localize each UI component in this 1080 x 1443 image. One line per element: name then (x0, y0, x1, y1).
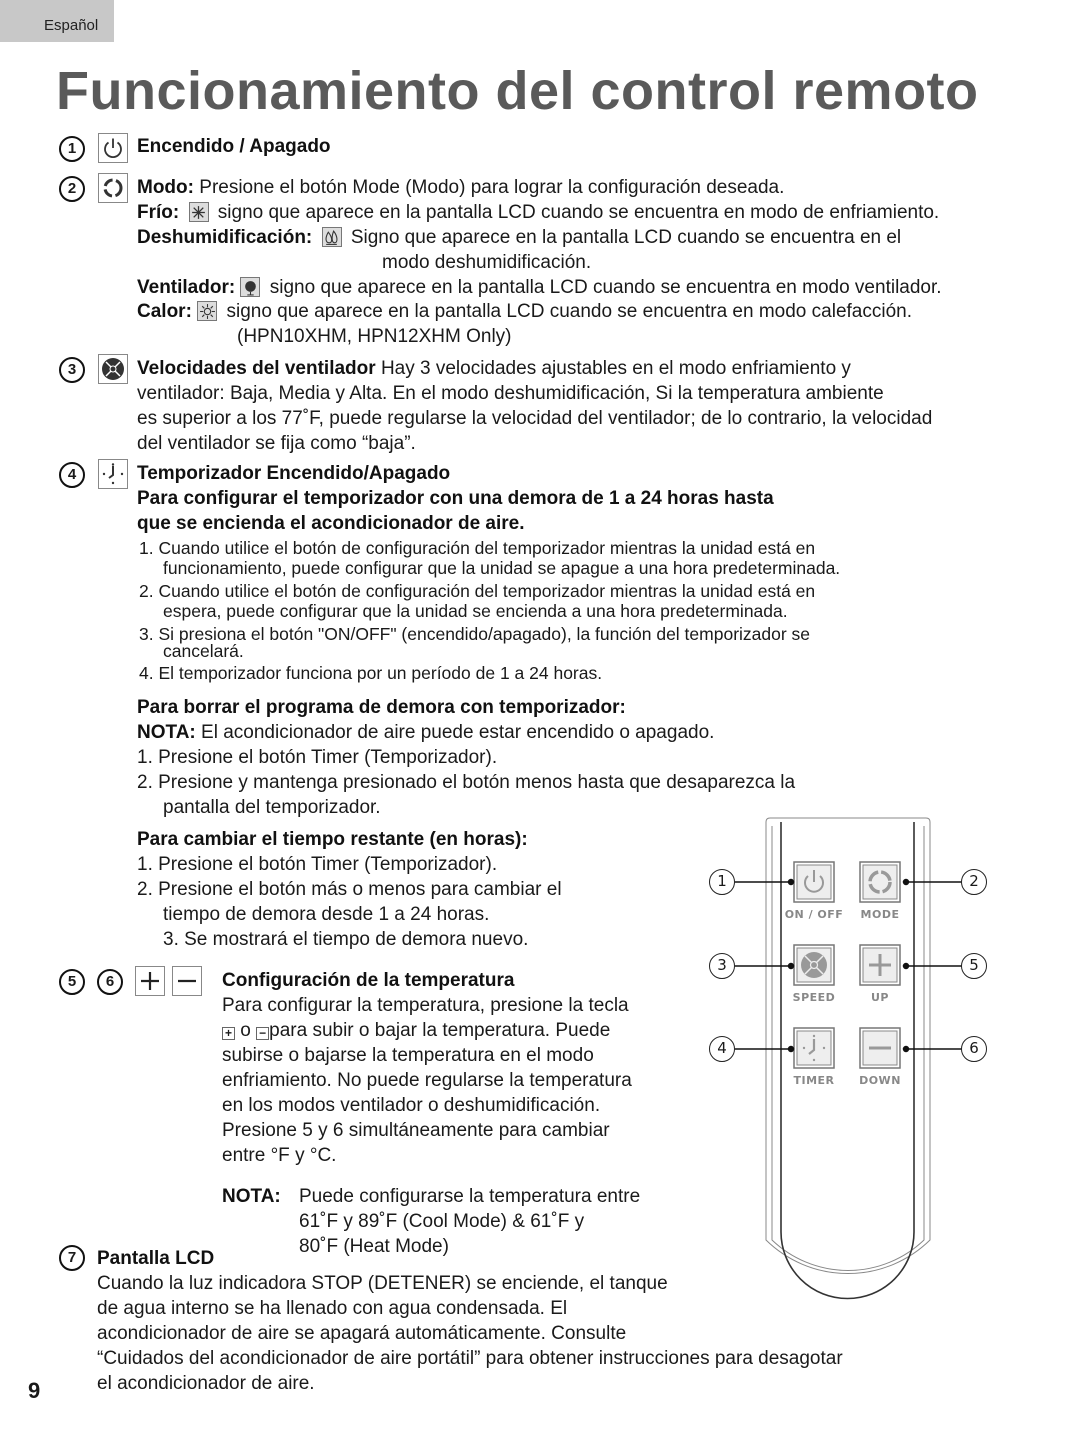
minus-mini-icon: − (256, 1027, 269, 1040)
callout-3: 3 (709, 953, 735, 979)
fan-speed-line-1 (137, 356, 851, 381)
mode-heat-label: Calor: (137, 301, 192, 322)
fan-speed-text: Hay 3 velocidades ajustables en el modo enfriamiento y (380, 358, 851, 379)
temperature-note-3: 80˚F (Heat Mode) (299, 1236, 449, 1257)
section-number-3: 3 (59, 357, 85, 383)
or-text: o (240, 1020, 251, 1041)
mode-dry-label: Deshumidificación: (137, 227, 313, 248)
callout-5: 5 (961, 953, 987, 979)
step-text: Si presiona el botón "ON/OFF" (encendido/apagado), la función del temporizador se (158, 624, 811, 644)
change-timer-step-2: 2. Presione el botón más o menos para cambiar el (137, 879, 562, 900)
section-number-6: 6 (97, 969, 123, 995)
fan-icon (240, 277, 260, 297)
leader-dot-4 (789, 1047, 794, 1052)
step-text: Cuando utilice el botón de configuración del temporizador mientras la unidad está en (158, 581, 816, 601)
language-label: Español (44, 17, 99, 34)
remote-button-up (860, 945, 900, 985)
section-number-4: 4 (59, 462, 85, 488)
fan-speed-line-3: es superior a los 77˚F, puede regularse la velocidad del ventilador; de lo contrario, la velocidad (137, 408, 933, 429)
remote-button-down (860, 1028, 900, 1068)
clear-timer-heading: Para borrar el programa de demora con temporizador: (137, 697, 626, 718)
remote-outline-outer (766, 818, 930, 1274)
mode-fan-text: signo que aparece en la pantalla LCD cuando se encuentra en modo ventilador. (269, 277, 942, 298)
mode-fan-label: Ventilador: (137, 277, 236, 298)
remote-label-down: DOWN (859, 1074, 901, 1087)
timer-step-3-cont: cancelará. (163, 641, 244, 661)
temperature-line-5: en los modos ventilador o deshumidificación. (222, 1095, 601, 1116)
leader-dot-1 (789, 880, 794, 885)
remote-label-speed: SPEED (792, 991, 836, 1004)
power-icon (98, 133, 128, 163)
clear-timer-step-2: 2. Presione y mantenga presionado el botón menos hasta que desaparezca la (137, 772, 796, 793)
timer-heading: Temporizador Encendido/Apagado (137, 463, 451, 484)
droplet-icon (322, 227, 342, 247)
mode-heat (137, 299, 912, 324)
temperature-note-2: 61˚F y 89˚F (Cool Mode) & 61˚F y (299, 1211, 585, 1232)
mode-line (137, 175, 784, 200)
temperature-note-1: Puede configurarse la temperatura entre (299, 1186, 641, 1207)
remote-label-mode: MODE (860, 908, 900, 921)
fan-icon (801, 952, 827, 978)
minus-icon (172, 966, 202, 996)
mode-heat-models: (HPN10XHM, HPN12XHM Only) (237, 326, 512, 347)
mode-fan (137, 275, 942, 300)
mode-cool (137, 200, 939, 225)
temperature-line-6: Presione 5 y 6 simultáneamente para cambiar (222, 1120, 610, 1141)
fan-speed-heading: Velocidades del ventilador (137, 358, 376, 379)
remote-button-speed (794, 945, 834, 985)
language-tab (0, 0, 114, 42)
step-text: Cuando utilice el botón de configuración del temporizador mientras la unidad está en (158, 538, 816, 558)
mode-cool-label: Frío: (137, 202, 180, 223)
temperature-line-2-text: para subir o bajar la temperatura. Puede (269, 1020, 611, 1041)
clock-icon (98, 459, 128, 489)
lcd-line-1: Cuando la luz indicadora STOP (DETENER) se enciende, el tanque (97, 1273, 668, 1294)
mode-dry (137, 225, 901, 250)
section-number-5: 5 (59, 969, 85, 995)
power-heading: Encendido / Apagado (137, 136, 331, 157)
temperature-line-7: entre °F y °C. (222, 1145, 337, 1166)
temperature-line-4: enfriamiento. No puede regularse la temperatura (222, 1070, 632, 1091)
leader-dot-6 (904, 1047, 909, 1052)
clear-timer-step-1: 1. Presione el botón Timer (Temporizador). (137, 747, 498, 768)
leader-dot-2 (904, 880, 909, 885)
callout-4: 4 (709, 1036, 735, 1062)
timer-subheading-1: Para configurar el temporizador con una demora de 1 a 24 horas hasta (137, 488, 774, 509)
mode-dry-text-2: modo deshumidificación. (382, 252, 592, 273)
note-text: El acondicionador de aire puede estar encendido o apagado. (201, 722, 715, 743)
step-number: 1. (139, 538, 154, 558)
remote-button-on-off (794, 862, 834, 902)
temperature-heading: Configuración de la temperatura (222, 970, 515, 991)
lcd-line-3: acondicionador de aire se apagará automáticamente. Consulte (97, 1323, 627, 1344)
lcd-heading: Pantalla LCD (97, 1248, 215, 1269)
section-number-1: 1 (59, 136, 85, 162)
mode-cool-text: signo que aparece en la pantalla LCD cuando se encuentra en modo de enfriamiento. (217, 202, 940, 223)
page-title: Funcionamiento del control remoto (56, 61, 979, 121)
timer-step-1 (139, 538, 815, 559)
mode-text: Presione el botón Mode (Modo) para lograr la configuración deseada. (199, 177, 785, 198)
leader-dot-5 (904, 964, 909, 969)
step-number: 4. (139, 663, 154, 683)
note-label: NOTA: (137, 722, 196, 743)
section-number-7: 7 (59, 1245, 85, 1271)
timer-subheading-2: que se encienda el acondicionador de aire. (137, 513, 525, 534)
timer-step-4 (139, 663, 602, 684)
change-timer-step-2-cont: tiempo de demora desde 1 a 24 horas. (163, 904, 490, 925)
sun-icon (197, 301, 217, 321)
timer-step-1-cont: funcionamiento, puede configurar que la unidad se apague a una hora predeterminada. (163, 558, 841, 578)
timer-step-2-cont: espera, puede configurar que la unidad se encienda a una hora predeterminada. (163, 601, 788, 621)
step-number: 3. (139, 624, 154, 644)
mode-cycle-icon (98, 173, 128, 203)
clear-timer-step-2-cont: pantalla del temporizador. (163, 797, 381, 818)
clear-timer-note (137, 720, 714, 745)
remote-label-up: UP (871, 991, 889, 1004)
section-number-2: 2 (59, 176, 85, 202)
mode-dry-text: Signo que aparece en la pantalla LCD cuando se encuentra en el (350, 227, 902, 248)
plus-mini-icon: + (222, 1027, 235, 1040)
temperature-line-3: subirse o bajarse la temperatura en el modo (222, 1045, 594, 1066)
plus-icon (135, 966, 165, 996)
temperature-note-label: NOTA: (222, 1186, 281, 1207)
mode-heading: Modo: (137, 177, 194, 198)
remote-label-on-off: ON / OFF (784, 908, 844, 921)
change-timer-heading: Para cambiar el tiempo restante (en horas): (137, 829, 528, 850)
temperature-line-1: Para configurar la temperatura, presione la tecla (222, 995, 629, 1016)
callout-6: 6 (961, 1036, 987, 1062)
fan-speed-icon (98, 354, 128, 384)
change-timer-step-3: 3. Se mostrará el tiempo de demora nuevo. (163, 929, 529, 950)
lcd-line-5: el acondicionador de aire. (97, 1373, 315, 1394)
change-timer-step-1: 1. Presione el botón Timer (Temporizador). (137, 854, 498, 875)
fan-speed-line-2: ventilador: Baja, Media y Alta. En el modo deshumidificación, Si la temperatura ambiente (137, 383, 884, 404)
timer-step-2 (139, 581, 815, 602)
fan-speed-line-4: del ventilador se fija como “baja”. (137, 433, 416, 454)
step-text: El temporizador funciona por un período de 1 a 24 horas. (158, 663, 603, 683)
remote-button-timer (794, 1028, 834, 1068)
remote-label-timer: TIMER (793, 1074, 835, 1087)
step-number: 2. (139, 581, 154, 601)
temperature-line-2 (222, 1018, 610, 1043)
callout-1: 1 (709, 869, 735, 895)
leader-dot-3 (789, 964, 794, 969)
callout-2: 2 (961, 869, 987, 895)
remote-button-mode (860, 862, 900, 902)
lcd-line-4: “Cuidados del acondicionador de aire portátil” para obtener instrucciones para desagotar (97, 1348, 843, 1369)
page-number: 9 (28, 1378, 41, 1403)
lcd-line-2: de agua interno se ha llenado con agua condensada. El (97, 1298, 568, 1319)
snowflake-icon (189, 202, 209, 222)
mode-heat-text: signo que aparece en la pantalla LCD cuando se encuentra en modo calefacción. (226, 301, 912, 322)
